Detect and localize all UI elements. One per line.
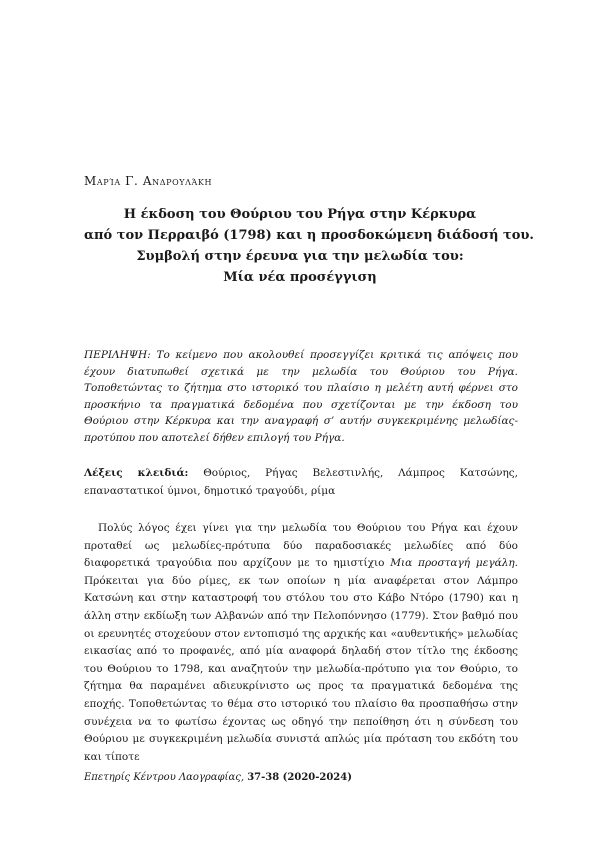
title-line: από τον Περραιβό (1798) και η προσδοκώμενη διάδοσή του. xyxy=(84,228,534,243)
page-footer xyxy=(84,772,352,783)
title-line: Μία νέα προσέγγιση xyxy=(223,270,377,285)
keywords xyxy=(84,464,518,500)
body-text-start: Πολύς λόγος έχει γίνει για την μελωδία του Θούριου του Ρήγα και έχουν προταθεί ως μελωδίες-πρότυπα δύο παραδοσιακές μελωδίες από δύο διαφορετικά τραγούδια που αρχίζουν με το ημιστίχιο xyxy=(84,522,518,570)
keywords-label: Λέξεις κλειδιά: xyxy=(84,467,189,479)
title-line: Η έκδοση του Θούριου του Ρήγα στην Κέρκυρα xyxy=(123,207,477,222)
title-line: Συμβολή στην έρευνα για την μελωδία του: xyxy=(136,249,464,264)
abstract xyxy=(84,347,518,446)
body-paragraph xyxy=(84,520,518,766)
body-emphasis: Μια προσταγή μεγάλη xyxy=(390,557,515,570)
footer-volume: 37-38 (2020-2024) xyxy=(247,772,352,783)
abstract-label: ΠΕΡΙΛΗΨΗ: xyxy=(84,349,151,361)
body-text-end: . Πρόκειται για δύο ρίμες, εκ των οποίων η μία αναφέρεται στον Λάμπρο Κατσώνη και στην καταστροφή του στόλου του στο Κάβο Ντόρο (1790) και η άλλη στην εκδίωξη των Αλβανών από την Πελοπόννησο (1779). Στον βαθμό που οι ερευνητές στοχεύουν στον εντοπισμό της αρχικής και «αυθεντικής» μελωδίας εικασίας από το προφανές, από μία αναφορά δηλαδή στον τίτλο της έκδοσης του Θούριου το 1798, και αναζητούν την μελωδία-πρότυπο για τον Θούριο, το ζήτημα θα παραμένει αδιευκρίνιστο ως προς τα πραγματικά δεδομένα της εποχής. Τοποθετώντας το θέμα στο ιστορικό του πλαίσιο θα προσπαθήσω στην συνέχεια να το φωτίσω έχοντας ως οδηγό την πεποίθηση ότι η σύνδεση του Θούριου με συγκεκριμένη μελωδία συνιστά απλώς μία πρόταση του εκδότη του και τίποτε xyxy=(84,557,518,763)
article-title xyxy=(84,204,534,288)
author-name: Μαρία Γ. Ανδρουλάκη xyxy=(84,174,213,188)
abstract-text: Το κείμενο που ακολουθεί προσεγγίζει κριτικά τις απόψεις που έχουν διατυπωθεί σχετικά με την μελωδία του Θούριου του Ρήγα. Τοποθετώντας το ζήτημα στο ιστορικό του πλαίσιο η μελέτη αυτή φέρνει στο προσκήνιο τα πραγματικά δεδομένα που σχετίζονται με την έκδοση του Θούριου στην Κέρκυρα και την αναγραφή σ’ αυτήν συγκεκριμένης μελωδίας-προτύπου που αποτελεί δήθεν επιλογή του Ρήγα. xyxy=(84,349,518,444)
footer-journal: Επετηρίς Κέντρου Λαογραφίας, xyxy=(84,772,245,783)
keywords-text: Θούριος, Ρήγας Βελεστινλής, Λάμπρος Κατσώνης, επαναστατικοί ύμνοι, δημοτικό τραγούδι, ρίμα xyxy=(84,467,518,497)
